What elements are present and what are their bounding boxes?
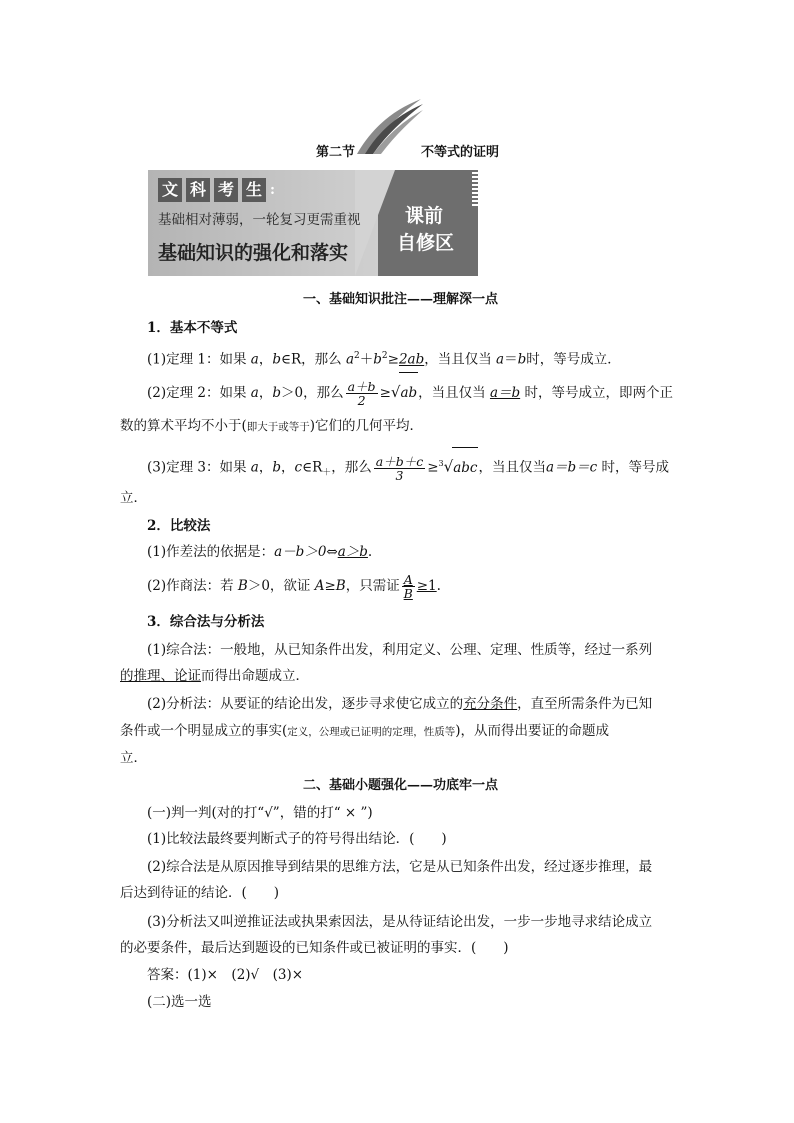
tag-colon: : [270, 182, 275, 198]
s1-title: 1．基本不等式 [147, 320, 238, 336]
judge-q1: (1)比较法最终要判断式子的符号得出结论．( ) [147, 831, 447, 847]
tag-char-2: 科 [186, 178, 210, 202]
banner-dots [472, 172, 478, 206]
compare-2: (2)作商法：若 B＞0，欲证 A≥B，只需证 $\frac{A}{B}$ ≥1. [147, 572, 441, 601]
banner-subtitle: 基础相对薄弱，一轮复习更需重视 [158, 212, 361, 228]
banner-wedge [355, 170, 395, 276]
judge-q2-line1: (2)综合法是从原因推导到结果的思维方法，它是从已知条件出发，经过逐步推理，最 [147, 859, 653, 875]
banner-side-line2: 自修区 [397, 232, 455, 254]
choose-title: (二)选一选 [147, 994, 212, 1010]
answer-line: 答案：(1)× (2)√ (3)× [147, 967, 304, 983]
banner-headline: 基础知识的强化和落实 [158, 242, 349, 264]
theorem-2-line2: 数的算术平均不小于(即大于或等于)它们的几何平均． [120, 418, 424, 434]
synthesis-line1: (1)综合法：一般地，从已知条件出发，利用定义、公理、定理、性质等，经过一系列 [147, 642, 653, 658]
judge-q2-line2: 后达到待证的结论．( ) [120, 885, 280, 901]
judge-title: (一)判一判(对的打“√”，错的打“ × ”) [147, 805, 373, 821]
banner-side-line1: 课前 [405, 205, 444, 227]
s2-title: 2．比较法 [147, 518, 211, 534]
s3-title: 3．综合法与分析法 [147, 614, 265, 630]
synthesis-line2: 的推理、论证而得出命题成立． [120, 668, 309, 684]
analysis-line3: 立． [120, 750, 147, 766]
part2-heading: 二、基础小题强化——功底牢一点 [303, 778, 499, 793]
theorem-2: (2)定理 2：如果 a，b＞0，那么 $\frac{a+b}{2}$ ≥√ab，当且仅当 a＝b 时，等号成立，即两个正 [147, 372, 673, 413]
part1-heading: 一、基础知识批注——理解深一点 [303, 292, 499, 307]
theorem-3-line2: 立． [120, 490, 147, 506]
section-title: 不等式的证明 [421, 145, 500, 160]
tag-char-1: 文 [158, 178, 182, 202]
theorem-3: (3)定理 3：如果 a，b，$c\in R_+$，那么 $\frac{a+b+c}{3}$ ≥$^3$√abc，当且仅当a＝b＝c 时，等号成 [147, 444, 669, 493]
tag-char-3: 考 [214, 178, 238, 202]
analysis-line2: 条件或一个明显成立的事实(定义，公理或已证明的定理，性质等)，从而得出要证的命题成 [120, 723, 610, 739]
theorem-1: (1)定理 1：如果 a，b∈R，那么 $a^2+b^2\ge 2ab$，当且仅当 a＝b时，等号成立． [147, 351, 621, 368]
judge-q3-line1: (3)分析法又叫逆推证法或执果索因法，是从待证结论出发，一步一步地寻求结论成立 [147, 914, 653, 930]
judge-q3-line2: 的必要条件，最后达到题设的已知条件或已被证明的事实．( ) [120, 940, 509, 956]
section-label: 第二节 [316, 145, 356, 160]
analysis-line1: (2)分析法：从要证的结论出发，逐步寻求使它成立的充分条件，直至所需条件为已知 [147, 696, 653, 712]
compare-1: (1)作差法的依据是：a－b＞0⇔a＞b. [147, 544, 373, 560]
swoosh-logo [355, 96, 425, 156]
tag-char-4: 生 [242, 178, 266, 202]
